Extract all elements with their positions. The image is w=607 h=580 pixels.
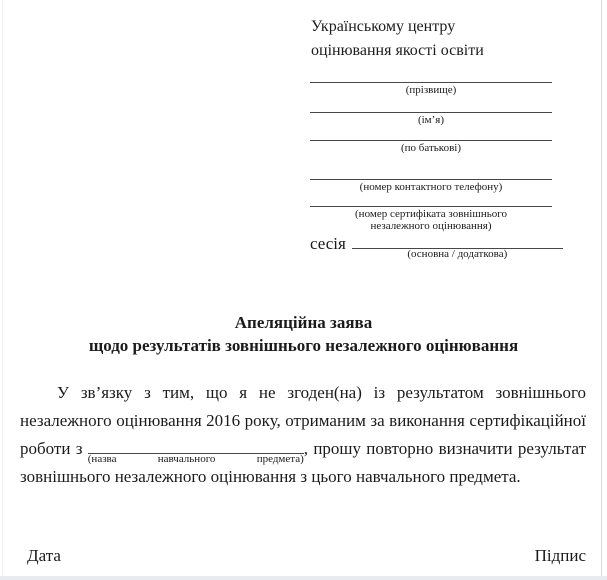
certificate-hint-text-2: незалежного оцінювання) [370, 219, 492, 232]
phone-hint-text: (номер контактного телефону) [359, 181, 503, 193]
field-surname [310, 82, 552, 97]
page-right-edge [601, 0, 602, 580]
date-label: Дата [27, 546, 61, 565]
field-phone [310, 179, 552, 194]
body-line-2: незалежного оцінювання 2016 року, отриманим за виконання сертифікаційної [20, 411, 586, 430]
body-line-1: У зв’язку з тим, що я не згоден(на) із результатом зовнішнього [57, 383, 586, 402]
page-bottom-edge [0, 576, 607, 580]
page-left-edge [2, 0, 3, 580]
first-name-hint [310, 113, 552, 127]
body-paragraph [20, 379, 586, 491]
recipient-line-2: оцінювання якості освіти [311, 42, 484, 59]
patronymic-hint [310, 141, 552, 155]
field-first-name [310, 112, 552, 127]
document-title-line-1: Апеляційна заява [234, 313, 373, 332]
body-line-4: зовнішнього незалежного оцінювання з цього навчального предмета. [20, 467, 521, 486]
phone-hint [310, 180, 552, 194]
patronymic-hint-text: (по батькові) [400, 142, 462, 154]
signature-label: Підпис [534, 546, 586, 565]
body-line-3 [20, 435, 586, 463]
document-title [20, 311, 587, 357]
body-line-3-pre: роботи з [20, 439, 83, 458]
surname-hint-text: (прізвище) [405, 84, 457, 96]
recipient-line-1: Українському центру [311, 18, 456, 35]
field-certificate-number [310, 206, 552, 232]
body-line-3-post: , прошу повторно визначити результат [303, 439, 586, 458]
document-title-line-2: щодо результатів зовнішнього незалежного оцінювання [88, 336, 519, 355]
certificate-hint-text: (номер сертифіката зовнішнього [355, 208, 507, 220]
session-fill-line [352, 234, 563, 260]
subject-hint: (назва навчального предмета) [87, 453, 304, 465]
recipient-address [311, 15, 484, 63]
session-hint: (основна / додаткова) [407, 248, 508, 260]
session-word: сесія [310, 234, 346, 253]
certificate-hint [310, 207, 552, 232]
footer [27, 546, 586, 566]
field-session [310, 234, 563, 260]
field-patronymic [310, 140, 552, 155]
first-name-hint-text: (ім’я) [417, 114, 445, 126]
subject-fill-line [87, 439, 304, 465]
surname-hint [310, 83, 552, 97]
